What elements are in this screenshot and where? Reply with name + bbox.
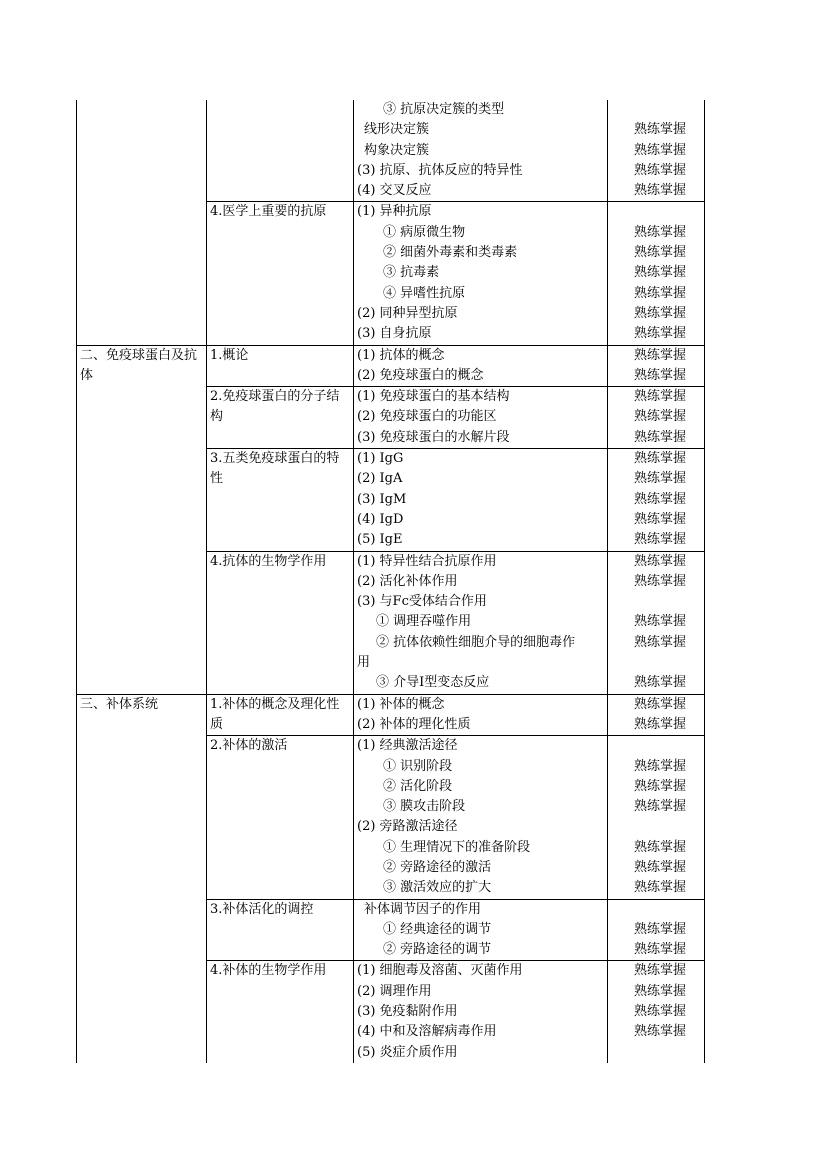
requirement-label: 熟练掌握 — [633, 963, 686, 979]
content-line: (3) 自身抗原 — [357, 326, 432, 342]
content-line: (1) 免疫球蛋白的基本结构 — [357, 389, 510, 405]
requirement-label: 熟练掌握 — [633, 326, 686, 342]
requirement-label: 熟练掌握 — [633, 573, 686, 589]
unit-cell — [77, 899, 207, 961]
requirement-label: 熟练掌握 — [633, 347, 686, 363]
requirement-label — [608, 817, 704, 837]
requirement-cell — [608, 899, 705, 961]
requirement-cell — [608, 961, 705, 1063]
requirement-cell — [608, 551, 705, 694]
requirement-label: 熟练掌握 — [633, 367, 686, 383]
content-line: ② 旁路途径的调节 — [383, 942, 492, 958]
content-cell — [354, 387, 608, 449]
requirement-label: 熟练掌握 — [633, 921, 686, 937]
content-line: ① 经典途径的调节 — [383, 921, 492, 937]
content-line: (4) 中和及溶解病毒作用 — [357, 1024, 497, 1040]
element-cell — [207, 961, 354, 1063]
requirement-label: 熟练掌握 — [633, 675, 686, 691]
requirement-label: 熟练掌握 — [633, 758, 686, 774]
syllabus-table — [76, 100, 705, 1063]
element-cell — [207, 449, 354, 551]
requirement-label: 熟练掌握 — [633, 285, 686, 301]
content-line: (1) 抗体的概念 — [357, 347, 445, 363]
content-line: (2) IgA — [357, 471, 403, 487]
element-label: 1.补体的概念及理化性质 — [210, 696, 340, 732]
content-line: ② 活化阶段 — [383, 778, 453, 794]
content-line: (1) 经典激活途径 — [357, 738, 458, 754]
requirement-label: 熟练掌握 — [633, 880, 686, 896]
content-line: (2) 调理作用 — [357, 983, 432, 999]
requirement-label: 熟练掌握 — [633, 942, 686, 958]
element-cell — [207, 202, 354, 345]
requirement-label: 熟练掌握 — [633, 553, 686, 569]
requirement-cell — [608, 387, 705, 449]
table-row — [77, 202, 705, 345]
requirement-label — [608, 202, 704, 222]
element-label: 4.医学上重要的抗原 — [210, 204, 327, 220]
requirement-label: 熟练掌握 — [633, 532, 686, 548]
content-line: (1) IgG — [357, 451, 404, 467]
requirement-label: 熟练掌握 — [633, 183, 686, 199]
content-line: ③ 介导Ⅰ型变态反应 — [376, 675, 490, 691]
requirement-label: 熟练掌握 — [633, 162, 686, 178]
syllabus-table-body — [77, 100, 705, 1063]
content-line: ① 调理吞噬作用 — [376, 614, 472, 630]
requirement-label: 熟练掌握 — [633, 491, 686, 507]
content-line: (4) IgD — [357, 511, 404, 527]
unit-label: 三、补体系统 — [80, 696, 159, 712]
requirement-cell — [608, 202, 705, 345]
requirement-label: 熟练掌握 — [633, 122, 686, 138]
content-line: ③ 抗毒素 — [383, 265, 440, 281]
content-cell — [354, 899, 608, 961]
table-row — [77, 694, 705, 736]
requirement-label: 熟练掌握 — [633, 451, 686, 467]
requirement-label: 熟练掌握 — [633, 614, 686, 630]
element-cell — [207, 551, 354, 694]
content-line: (3) 与Fc受体结合作用 — [357, 594, 487, 610]
content-line: (1) 细胞毒及溶菌、灭菌作用 — [357, 963, 523, 979]
element-cell — [207, 100, 354, 202]
content-line: 补体调节因子的作用 — [364, 901, 482, 917]
requirement-label: 熟练掌握 — [633, 799, 686, 815]
requirement-cell — [608, 100, 705, 202]
unit-cell — [77, 345, 207, 387]
content-line: (1) 异种抗原 — [357, 204, 432, 220]
requirement-label — [608, 1043, 704, 1063]
requirement-label: 熟练掌握 — [633, 245, 686, 261]
table-row — [77, 899, 705, 961]
table-row — [77, 736, 705, 899]
requirement-label: 熟练掌握 — [633, 1024, 686, 1040]
content-line: ③ 抗原决定簇的类型 — [383, 102, 505, 117]
content-cell — [354, 694, 608, 736]
content-line: (2) 活化补体作用 — [357, 573, 458, 589]
requirement-label — [608, 653, 704, 673]
content-line: (2) 补体的理化性质 — [357, 716, 471, 732]
content-line: (3) IgM — [357, 491, 407, 507]
content-line: 线形决定簇 — [364, 122, 430, 138]
content-line: (4) 交叉反应 — [357, 183, 432, 199]
requirement-label: 熟练掌握 — [633, 389, 686, 405]
requirement-label: 熟练掌握 — [633, 265, 686, 281]
requirement-label: 熟练掌握 — [633, 305, 686, 321]
unit-cell — [77, 387, 207, 449]
content-line: ① 病原微生物 — [383, 224, 466, 240]
requirement-label: 熟练掌握 — [633, 716, 686, 732]
content-line: (2) 同种异型抗原 — [357, 305, 458, 321]
element-label: 2.补体的激活 — [210, 738, 288, 754]
content-line: (2) 免疫球蛋白的功能区 — [357, 409, 497, 425]
element-cell — [207, 736, 354, 899]
element-label: 4.抗体的生物学作用 — [210, 553, 327, 569]
requirement-label: 熟练掌握 — [633, 224, 686, 240]
content-line: (1) 补体的概念 — [357, 696, 445, 712]
element-cell — [207, 694, 354, 736]
requirement-label: 熟练掌握 — [633, 511, 686, 527]
content-line: ④ 异嗜性抗原 — [383, 285, 466, 301]
requirement-cell — [608, 449, 705, 551]
element-cell — [207, 345, 354, 387]
requirement-cell — [608, 736, 705, 899]
content-line: ③ 膜攻击阶段 — [383, 799, 466, 815]
requirement-cell — [608, 345, 705, 387]
content-line: ② 细菌外毒素和类毒素 — [383, 245, 518, 261]
requirement-label: 熟练掌握 — [633, 1004, 686, 1020]
content-cell — [354, 449, 608, 551]
content-line: (3) 免疫黏附作用 — [357, 1004, 458, 1020]
requirement-label — [608, 592, 704, 612]
content-line: 用 — [357, 655, 371, 671]
requirement-label: 熟练掌握 — [633, 409, 686, 425]
content-line: (3) 免疫球蛋白的水解片段 — [357, 429, 510, 445]
table-row — [77, 551, 705, 694]
element-label: 4.补体的生物学作用 — [210, 963, 327, 979]
content-cell — [354, 202, 608, 345]
content-line: (1) 特异性结合抗原作用 — [357, 553, 497, 569]
requirement-label — [608, 736, 704, 756]
requirement-cell — [608, 694, 705, 736]
content-line: (5) IgE — [357, 532, 403, 548]
unit-cell — [77, 449, 207, 551]
unit-cell — [77, 100, 207, 202]
unit-cell — [77, 551, 207, 694]
requirement-label: 熟练掌握 — [633, 142, 686, 158]
requirement-label: 熟练掌握 — [633, 696, 686, 712]
content-cell — [354, 736, 608, 899]
element-label: 1.概论 — [210, 347, 249, 363]
content-cell — [354, 345, 608, 387]
content-line: ① 生理情况下的准备阶段 — [383, 839, 531, 855]
table-row — [77, 345, 705, 387]
requirement-label: 熟练掌握 — [633, 634, 686, 650]
table-row — [77, 387, 705, 449]
element-label: 2.免疫球蛋白的分子结构 — [210, 389, 340, 425]
content-cell — [354, 961, 608, 1063]
unit-cell — [77, 961, 207, 1063]
requirement-label: 熟练掌握 — [633, 983, 686, 999]
requirement-label — [608, 100, 704, 120]
unit-cell — [77, 202, 207, 345]
content-line: ③ 激活效应的扩大 — [383, 880, 492, 896]
requirement-label: 熟练掌握 — [633, 859, 686, 875]
requirement-label: 熟练掌握 — [633, 471, 686, 487]
requirement-label: 熟练掌握 — [633, 429, 686, 445]
content-cell — [354, 551, 608, 694]
element-cell — [207, 387, 354, 449]
table-row — [77, 100, 705, 202]
content-line: ② 抗体依赖性细胞介导的细胞毒作 — [376, 634, 576, 650]
table-row — [77, 449, 705, 551]
content-line: 构象决定簇 — [364, 142, 430, 158]
content-line: (3) 抗原、抗体反应的特异性 — [357, 162, 523, 178]
element-cell — [207, 899, 354, 961]
table-row — [77, 961, 705, 1063]
content-line: (2) 免疫球蛋白的概念 — [357, 367, 484, 383]
content-line: ① 识别阶段 — [383, 758, 453, 774]
element-label: 3.五类免疫球蛋白的特性 — [210, 451, 340, 487]
content-cell — [354, 100, 608, 202]
unit-cell — [77, 736, 207, 899]
content-line: (5) 炎症介质作用 — [357, 1044, 458, 1060]
requirement-label — [608, 900, 704, 920]
element-label: 3.补体活化的调控 — [210, 901, 314, 917]
unit-cell — [77, 694, 207, 736]
requirement-label: 熟练掌握 — [633, 839, 686, 855]
requirement-label: 熟练掌握 — [633, 778, 686, 794]
unit-label: 二、免疫球蛋白及抗体 — [80, 347, 198, 383]
content-line: ② 旁路途径的激活 — [383, 859, 492, 875]
content-line: (2) 旁路激活途径 — [357, 819, 458, 835]
